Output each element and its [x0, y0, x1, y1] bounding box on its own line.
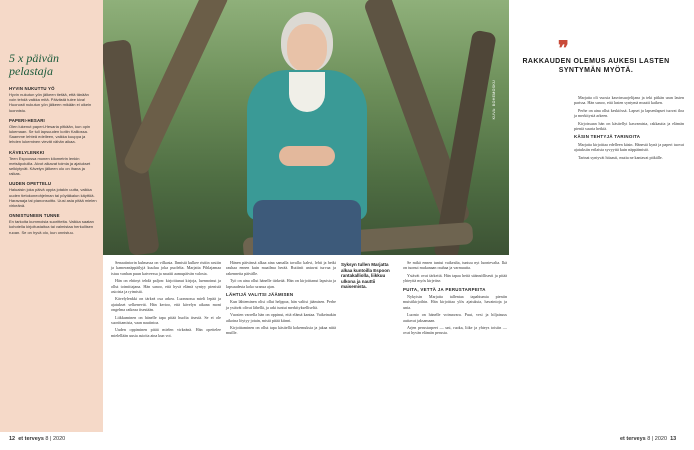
paragraph: Ystävät ovat tärkeitä. Hän tapaa heitä säännöllisesti ja pitää yhteyttä myös kirjeitse. — [403, 272, 507, 284]
section-subhead: LÄHTIJÄ VALITSI JÄÄMISEN — [226, 292, 294, 298]
paragraph: Marjatta oli vuosia kasvinsuojelijana ja teki pitkän uran lasten parissa. Hän sanoo, että lasten syntymä muutti kaiken. — [574, 95, 684, 106]
article-column-4 — [574, 95, 684, 162]
paragraph: Se mikä ennen tuntui vaikealta, tuntuu nyt luontevalta. Ikä on tuonut mukanaan rauhaa ja varmuutta. — [403, 260, 507, 271]
quote-mark-icon: ❞ — [558, 38, 569, 60]
portrait-photo — [103, 0, 509, 255]
tip-item — [9, 150, 97, 177]
paragraph: Työ on aina ollut hänelle tärkeää. Hän on kirjoittanut lapsista ja lapsuudesta koko uransa ajan. — [226, 278, 336, 289]
sidebar-heading — [9, 52, 97, 78]
person-hands — [279, 146, 335, 166]
article-column-2 — [226, 260, 336, 338]
issue-number: 8 | 2020 — [45, 436, 66, 442]
photo-caption: Syksyn tullen Marjatta alkaa kuntoilla Espoon rantakalliolla, liikkuu ulkona ja nauttii maisemista. — [341, 262, 390, 290]
footer-left — [9, 436, 65, 442]
magazine-brand: et terveys — [620, 436, 646, 442]
paragraph: Hänen päivänsä alkaa aina samalla tavalla: kahvi, lehti ja hetki rauhaa ennen kuin maailma herää. Rutiinit antavat turvaa ja rakennetta päivälle. — [226, 260, 336, 276]
tree-trunk — [122, 0, 230, 176]
pull-quote: RAKKAUDEN OLEMUS AUKESI LASTEN SYNTYMÄN MYÖTÄ. — [522, 58, 670, 74]
sidebar-heading-line1: 5 x päivän — [9, 51, 59, 65]
tip-title: PAPERI-HESARI — [9, 117, 45, 123]
tip-body: Olen lukenut paperi-Hesaria pitkään, kun opin lukemaan. Se tuli lapsuuden kotiin Kalliossa. Saamme lehteä edelleen, vaikka kuuppa ja lehden lukeminen vievät vähän aikaa. — [9, 123, 91, 145]
section-subhead: KÄSIN TEHTYJÄ TARINOITA — [574, 134, 641, 140]
tip-title: ONNISTUNEEN TUNNE — [9, 213, 60, 219]
tip-title: KÄVELYLENKKI — [9, 149, 45, 155]
paragraph: Kirjoittaminen on ollut tapa käsitellä kokemuksia ja jakaa niitä muille. — [226, 325, 336, 336]
tip-body: Haluaisin joka päivä oppia jotakin uutta, vaikka uuden tietokoneohjelman tai pöytäkalun käyttöä. Haravaaja tai pianonsoitto. Uusi asia pitää mielen virkeänä. — [9, 187, 97, 209]
article-column-3 — [403, 260, 507, 338]
paragraph: Kun lähteminen olisi ollut helppoa, hän valitsi jäämisen. Perhe ja ystävät olivat lähellä, ja arki tuntui merkitykselliseltä. — [226, 299, 336, 310]
person-face — [287, 24, 327, 72]
paragraph: Liikkuminen on hänelle tapa pitää huolta itsestä. Se ei ole suorittamista, vaan nautintoa. — [111, 314, 221, 326]
paragraph: Vuosien varrella hän on oppinut, että elämä kantaa. Vaikeinakin aikoina löytyy jotain, mistä pitää kiinni. — [226, 312, 336, 323]
paragraph: Senaatintorin kulmassa on vilkasta. Ihmisiä kulkee ristiin rastiin ja kameranäppäilyjä kuuluu joka puolelta. Marjatta Pihlajamaa istuu vanhan puun katveessa ja nauttii aamupäivän valosta. — [111, 260, 221, 276]
paragraph: Kävelylenkki on tärkeä osa arkea. Luonnossa mieli lepää ja ajatukset selkenevät. Hän kertoo, että kävelyn aikana moni ongelma ratkeaa itsestään. — [111, 296, 221, 313]
page-number: 12 — [9, 436, 16, 442]
tip-title: HYVIN NUKUTTU YÖ — [9, 86, 55, 91]
person-jeans — [253, 200, 361, 255]
person-shirt — [289, 72, 325, 112]
tip-title: UUDEN OPETTELU — [9, 181, 52, 187]
paragraph: Arjen perustarpeet — uni, ruoka, liike ja yhteys toisiin — ovat hyvän elämän perusta. — [403, 325, 507, 336]
article-column-1 — [111, 260, 221, 340]
tip-body: En tarkoita kummoisia suoritteita. Vaikka saatan kohotella kirjoitustaitoa tai valmistaa herkullisen ruoan. Se on hyvä olo, kun onnistuu. — [9, 219, 94, 235]
footer-right — [620, 436, 676, 442]
paragraph: Perhe on aina ollut keskiössä. Lapset ja lapsenlapset tuovat iloa ja merkitystä arkeen. — [574, 107, 684, 119]
tip-body: Hyvin nukutun yön jälkeen tietää, että tänään voin tehdä vaikka mitä. Päivästä tulee kiva! Huonosti nukutun yön jälkeen mikään ei oikein luonnistu. — [9, 92, 92, 113]
paragraph: Hän on ehtinyt tehdä paljon: kirjoittanut kirjoja, luennoinut ja ollut toimittajana. Hän sanoo, että hyvä elämä syntyy pienistä asioista ja rytmistä. — [111, 278, 221, 295]
sidebar-heading-line2: pelastaja — [9, 64, 53, 78]
tip-item — [9, 118, 97, 145]
paragraph: Luonto on hänelle voimavara. Puut, vesi ja hiljaisuus auttavat jaksamaan. — [403, 312, 507, 323]
page-number: 13 — [670, 436, 677, 442]
magazine-brand: et terveys — [18, 436, 44, 442]
section-subhead: PUITA, VETTÄ JA PERUSTARPEITA — [403, 286, 486, 292]
tip-body: Teen Espoossa monen kilometrin lenkin metsäpoluilla. Aivot alkavat toimia ja ajatukset selkiytyvät. Kävelyn jälkeen olo on ihana ja raikas. — [9, 155, 91, 177]
issue-number: 8 | 2020 — [647, 436, 667, 442]
paragraph: Kirjoissaan hän on käsitellyt kasvamista, rakkautta ja elämän pieniä suuria hetkiä. — [574, 120, 684, 132]
paragraph: Marjatta kirjoittaa edelleen käsin. Hänestä kynä ja paperi tuovat ajatuksiin erilaista syvyyttä kuin näppäimistö. — [574, 141, 684, 153]
paragraph: Nykyisin Marjatta tallentaa tapahtumia pieniin muistikirjoihin. Hän kirjoittaa ylös ajatuksia, havaintoja ja unia. — [403, 294, 507, 310]
paragraph: Uuden oppiminen pitää mielen virkeänä. Hän opettelee mielellään uusia asioita aina kun voi. — [111, 327, 221, 338]
photo-credit: KUVA: BOHEMOSKU — [492, 80, 496, 120]
tips-sidebar — [0, 0, 103, 432]
paragraph: Tarinat syntyvät hitaasti, mutta ne kantavat pitkälle. — [578, 154, 663, 160]
tip-item — [9, 181, 97, 208]
tip-item — [9, 213, 97, 235]
tip-item — [9, 86, 97, 113]
